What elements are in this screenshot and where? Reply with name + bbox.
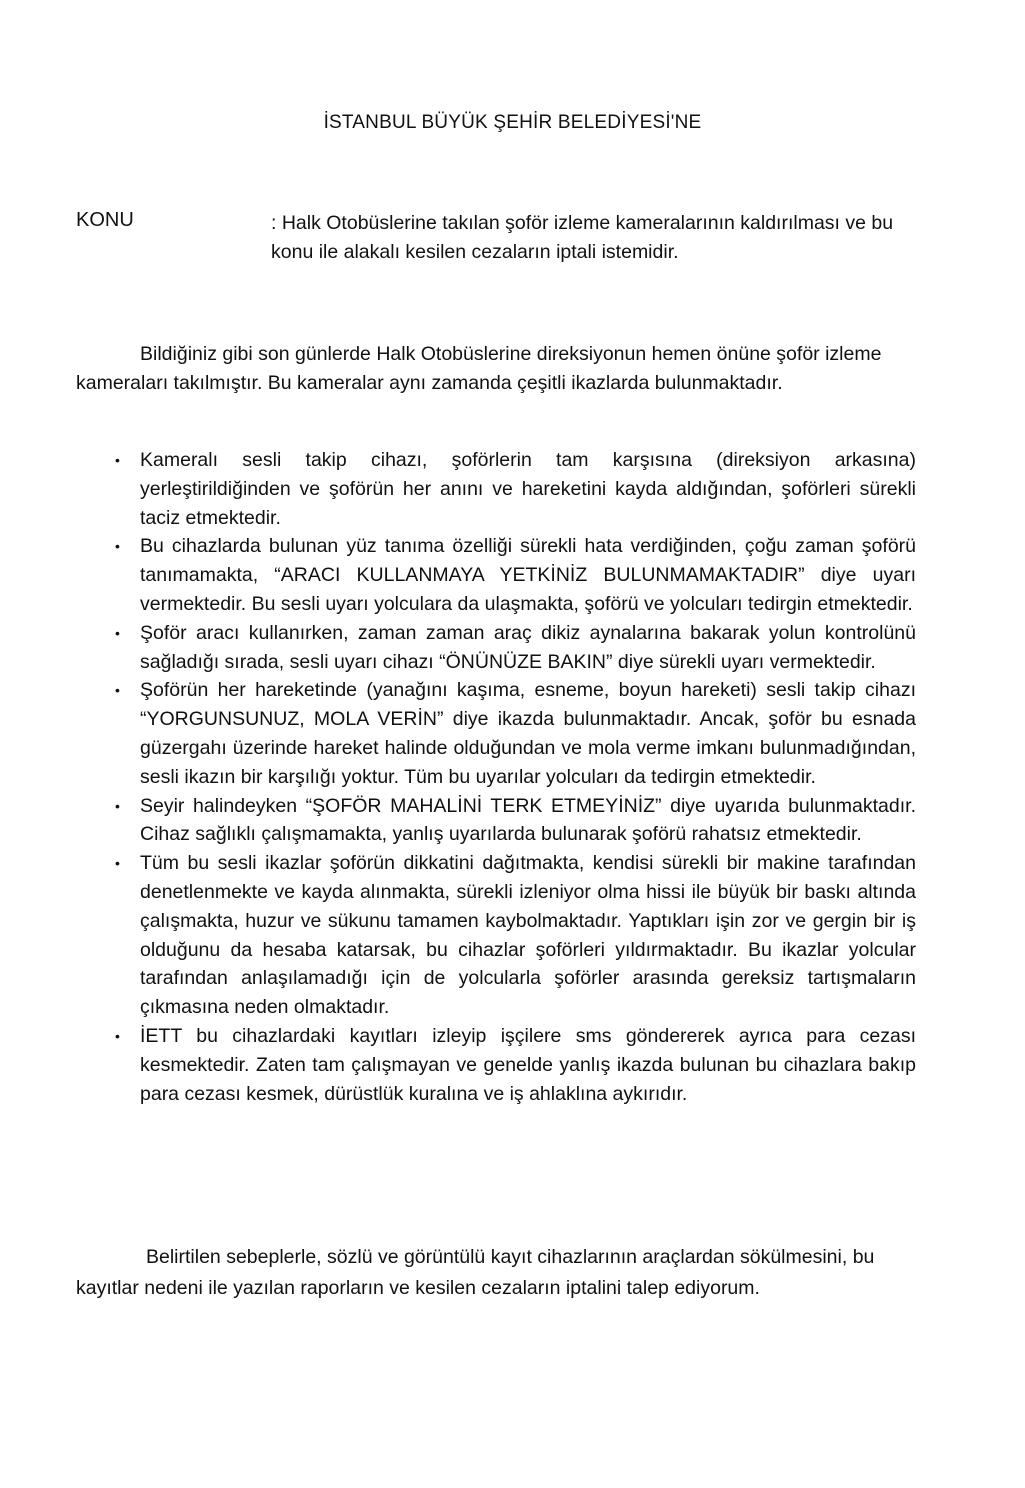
list-item [115,792,916,850]
closing-paragraph: Belirtilen sebeplerle, sözlü ve görüntülü kayıt cihazlarının araçlardan sökülmesini, bu kayıtlar nedeni ile yazılan raporların ve kesilen cezaların iptalini talep ediyorum. [76,1246,875,1299]
list-item [115,446,916,532]
list-item-text: Bu cihazlarda bulunan yüz tanıma özelliği sürekli hata verdiğinden, çoğu zaman şoförü tanımamakta, “ARACI KULLANMAYA YETKİNİZ BULUNMAMAKTADIR” diye uyarı vermektedir. Bu sesli uyarı yolculara da ulaşmakta, şoförü ve yolcuları tedirgin etmektedir. [140,535,916,615]
complaint-list [115,446,916,1108]
list-item [115,676,916,791]
list-item-text: Seyir halindeyken “ŞOFÖR MAHALİNİ TERK ETMEYİNİZ” diye uyarıda bulunmaktadır. Cihaz sağlıklı çalışmamakta, yanlış uyarılarda bulunarak şoförü rahatsız etmektedir. [140,794,916,846]
list-item-text: Kameralı sesli takip cihazı, şoförlerin tam karşısına (direksiyon arkasına) yerleştirildiğinden ve şoförün her anını ve hareketini kayda aldığından, şoförleri sürekli taciz etmektedir. [140,449,916,529]
document-title: İSTANBUL BÜYÜK ŞEHİR BELEDİYESİ'NE [323,112,702,133]
bullet-icon: • [115,682,120,699]
list-item-text: Tüm bu sesli ikazlar şoförün dikkatini dağıtmakta, kendisi sürekli bir makine tarafından denetlenmekte ve kayda alınmakta, sürekli izleniyor olma hissi ile büyük bir baskı altında çalışmakta, huzur ve sükunu tamamen kaybolmaktadır. Yaptıkları işin zor ve gergin bir iş olduğunu da hesaba katarsak, bu cihazlar şoförleri yıldırmaktadır. Bu ikazlar yolcular tarafından anlaşılamadığı için de yolcularla şoförler arasında gereksiz tartışmaların çıkmasına neden olmaktadır. [140,852,916,1019]
subject-label: KONU [76,209,134,231]
list-item [115,849,916,1022]
list-item [115,619,916,677]
bullet-icon: • [115,538,120,555]
bullet-icon: • [115,797,120,814]
list-item-text: Şoför aracı kullanırken, zaman zaman araç dikiz aynalarına bakarak yolun kontrolünü sağladığı sırada, sesli uyarı cihazı “ÖNÜNÜZE BAKIN” diye sürekli uyarı vermektedir. [140,621,916,673]
list-item-text: Şoförün her hareketinde (yanağını kaşıma, esneme, boyun hareketi) sesli takip cihazı “YORGUNSUNUZ, MOLA VERİN” diye ikazda bulunmaktadır. Ancak, şoför bu esnada güzergahı üzerinde hareket halinde olduğundan ve mola verme imkanı bulunmadığından, sesli ikazın bir karşılığı yoktur. Tüm bu uyarılar yolcuları da tedirgin etmektedir. [140,679,916,788]
bullet-icon: • [115,1027,120,1044]
intro-paragraph: Bildiğiniz gibi son günlerde Halk Otobüslerine direksiyonun hemen önüne şoför izleme kameraları takılmıştır. Bu kameralar aynı zamanda çeşitli ikazlarda bulunmaktadır. [76,343,882,394]
bullet-icon: • [115,452,120,468]
list-item [115,1022,916,1108]
subject-text: : Halk Otobüslerine takılan şoför izleme kameralarının kaldırılması ve bu konu ile alakalı kesilen cezaların iptali istemidir. [271,212,894,263]
bullet-icon: • [115,624,120,641]
list-item [115,532,916,618]
list-item-text: İETT bu cihazlardaki kayıtları izleyip işçilere sms göndererek ayrıca para cezası kesmektedir. Zaten tam çalışmayan ve genelde yanlış ikazda bulunan bu cihazlara bakıp para cezası kesmek, dürüstlük kuralına ve iş ahlaklına aykırıdır. [140,1024,916,1105]
bullet-icon: • [115,855,120,872]
